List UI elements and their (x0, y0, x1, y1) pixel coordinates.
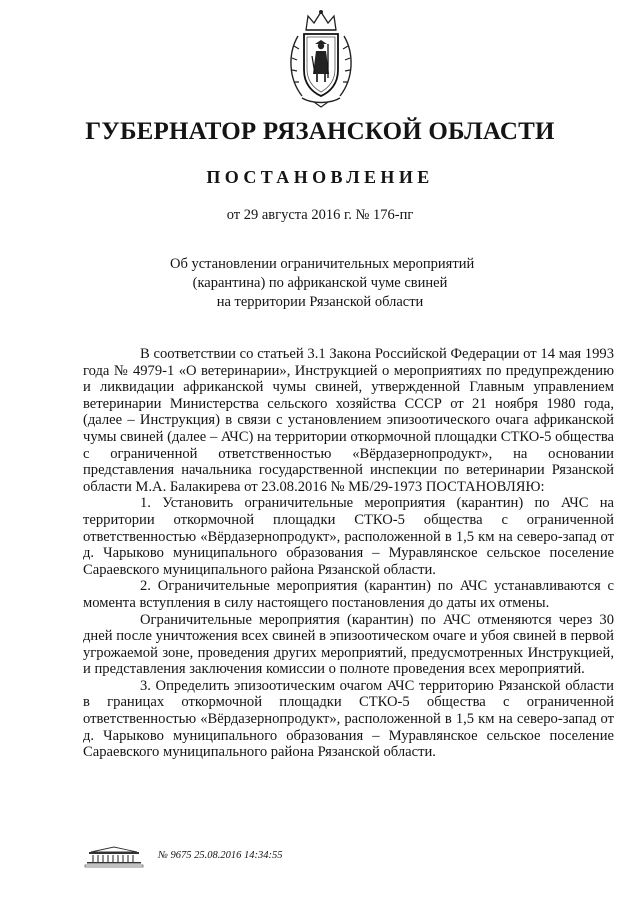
document-subject (170, 255, 475, 312)
document-date-number: от 29 августа 2016 г. № 176-пг (226, 207, 414, 223)
document-type-heading: ПОСТАНОВЛЕНИЕ (206, 167, 434, 187)
body-paragraph-item-2: 2. Ограничительные мероприятия (карантин) по АЧС устанавливаются с момента вступления в силу настоящего постановления до даты их отмены. (83, 578, 614, 611)
government-building-stamp-icon (83, 846, 145, 868)
body-paragraph-item-2-cont: Ограничительные мероприятия (карантин) по АЧС отменяются через 30 дней после уничтожения всех свиней в эпизоотическом очаге и убоя свиней в первой угрожаемой зоне, проведения других мероприятий, предусмотренных Инструкцией, и представления заключения комиссии о полноте проведения всех мероприятий. (83, 611, 614, 678)
document-body (83, 346, 614, 761)
issuer-title: ГУБЕРНАТОР РЯЗАНСКОЙ ОБЛАСТИ (85, 118, 555, 145)
subject-line: на территории Рязанской области (216, 294, 424, 310)
body-paragraph-preamble: В соответствии со статьей 3.1 Закона Российской Федерации от 14 мая 1993 года № 4979-1 «О ветеринарии», Инструкцией о мероприятиях по предупреждению и ликвидации африканской чумы свиней, утвержденной Главным управлением ветеринарии Министерства сельского хозяйства СССР от 21 ноября 1980 года, (далее – Инструкция) в связи с установлением эпизоотического очага африканской чумы свиней (далее – АЧС) на территории откормочной площадки СТКО-5 общества с ограниченной ответственностью «Вёрдазернопродукт», на основании представления начальника государственной инспекции по ветеринарии Рязанской области М.А. Балакирева от 23.08.2016 № МБ/29-1973 ПОСТАНОВЛЯЮ: (83, 346, 614, 495)
ryazan-coat-of-arms-icon (284, 8, 358, 108)
body-paragraph-item-1: 1. Установить ограничительные мероприятия (карантин) по АЧС на территории откормочной площадки СТКО-5 общества с ограниченной ответственностью «Вёрдазернопродукт», расположенной в 1,5 км на северо-запад от д. Чарыково муниципального образования – Муравлянское сельское поселение Сараевского муниципального района Рязанской области. (83, 495, 614, 578)
registration-number-timestamp: № 9675 25.08.2016 14:34:55 (158, 850, 283, 861)
subject-line: Об установлении ограничительных мероприятий (170, 256, 475, 272)
subject-line: (карантина) по африканской чуме свиней (192, 275, 448, 291)
body-paragraph-item-3: 3. Определить эпизоотическим очагом АЧС территорию Рязанской области в границах откормочной площадки СТКО-5 общества с ограниченной ответственностью «Вёрдазернопродукт», расположенной в 1,5 км на северо-запад от д. Чарыково муниципального образования – Муравлянское сельское поселение Сараевского муниципального района Рязанской области. (83, 677, 614, 761)
